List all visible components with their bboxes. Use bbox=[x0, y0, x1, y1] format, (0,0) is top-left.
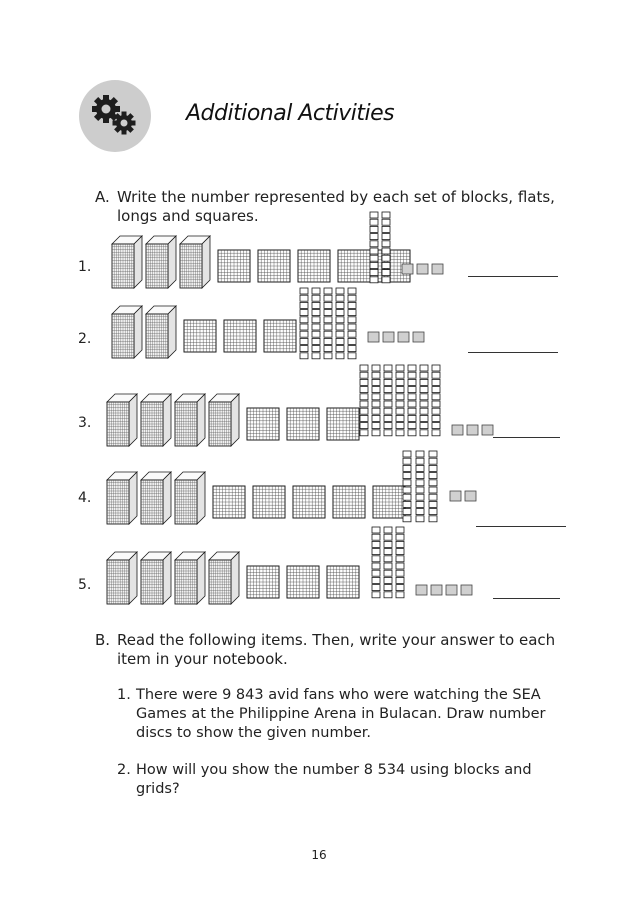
part-a-instruction: Write the number represented by each set of blocks, flats, longs and squares. bbox=[117, 188, 555, 225]
one-square bbox=[402, 264, 413, 274]
thousand-block bbox=[180, 236, 210, 288]
blocks-row-4 bbox=[107, 451, 476, 524]
hundred-flat bbox=[298, 250, 330, 282]
thousand-block bbox=[141, 472, 171, 524]
ten-long bbox=[432, 365, 440, 436]
hundred-flat bbox=[184, 320, 216, 352]
item-label-5: 5. bbox=[78, 577, 92, 593]
ten-long bbox=[382, 212, 390, 283]
part-b-item-1-text: There were 9 843 avid fans who were watching the SEA Games at the Philippine Arena in Bulacan. Draw number discs to show the given number. bbox=[136, 687, 546, 741]
hundred-flat bbox=[253, 486, 285, 518]
one-square bbox=[383, 332, 394, 342]
one-square bbox=[465, 491, 476, 501]
hundred-flat bbox=[264, 320, 296, 352]
thousand-block bbox=[107, 394, 137, 446]
ten-long bbox=[420, 365, 428, 436]
one-square bbox=[417, 264, 428, 274]
one-square bbox=[467, 425, 478, 435]
one-square bbox=[450, 491, 461, 501]
ten-long bbox=[384, 527, 392, 598]
thousand-block bbox=[175, 394, 205, 446]
part-a-marker: A. bbox=[95, 188, 110, 206]
blocks-row-2 bbox=[112, 288, 424, 359]
ten-long bbox=[408, 365, 416, 436]
item-label-2: 2. bbox=[78, 331, 92, 347]
ten-long bbox=[416, 451, 424, 522]
part-b-item-2 bbox=[117, 761, 557, 799]
one-square bbox=[461, 585, 472, 595]
thousand-block bbox=[112, 236, 142, 288]
ten-long bbox=[300, 288, 308, 359]
one-square bbox=[398, 332, 409, 342]
ten-long bbox=[360, 365, 368, 436]
part-b-instruction: Read the following items. Then, write your answer to each item in your notebook. bbox=[117, 631, 556, 668]
ten-long bbox=[324, 288, 332, 359]
thousand-block bbox=[141, 552, 171, 604]
one-square bbox=[368, 332, 379, 342]
ten-long bbox=[429, 451, 437, 522]
hundred-flat bbox=[218, 250, 250, 282]
item-label-3: 3. bbox=[78, 415, 92, 431]
one-square bbox=[482, 425, 493, 435]
ten-long bbox=[372, 527, 380, 598]
thousand-block bbox=[175, 552, 205, 604]
hundred-flat bbox=[213, 486, 245, 518]
thousand-block bbox=[141, 394, 171, 446]
part-b-marker: B. bbox=[95, 631, 111, 649]
ten-long bbox=[348, 288, 356, 359]
thousand-block bbox=[146, 236, 176, 288]
hundred-flat bbox=[293, 486, 325, 518]
one-square bbox=[446, 585, 457, 595]
part-b-item-1-marker: 1. bbox=[117, 687, 131, 703]
hundred-flat bbox=[224, 320, 256, 352]
part-b-item-1 bbox=[117, 686, 557, 743]
hundred-flat bbox=[247, 408, 279, 440]
blocks-row-3 bbox=[107, 365, 493, 446]
ten-long bbox=[396, 365, 404, 436]
item-label-4: 4. bbox=[78, 490, 92, 506]
hundred-flat bbox=[287, 566, 319, 598]
one-square bbox=[452, 425, 463, 435]
thousand-block bbox=[209, 394, 239, 446]
ten-long bbox=[370, 212, 378, 283]
hundred-flat bbox=[287, 408, 319, 440]
one-square bbox=[413, 332, 424, 342]
one-square bbox=[431, 585, 442, 595]
one-square bbox=[416, 585, 427, 595]
part-b-instruction-block bbox=[95, 631, 565, 669]
page-title: Additional Activities bbox=[186, 101, 395, 126]
ten-long bbox=[372, 365, 380, 436]
hundred-flat bbox=[338, 250, 370, 282]
thousand-block bbox=[146, 306, 176, 358]
blocks-row-5 bbox=[107, 527, 472, 604]
part-b-item-2-marker: 2. bbox=[117, 762, 131, 778]
ten-long bbox=[384, 365, 392, 436]
hundred-flat bbox=[258, 250, 290, 282]
hundred-flat bbox=[327, 566, 359, 598]
thousand-block bbox=[107, 472, 137, 524]
hundred-flat bbox=[373, 486, 405, 518]
thousand-block bbox=[107, 552, 137, 604]
ten-long bbox=[336, 288, 344, 359]
page-number: 16 bbox=[311, 848, 327, 862]
thousand-block bbox=[175, 472, 205, 524]
part-b-item-2-text: How will you show the number 8 534 using blocks and grids? bbox=[136, 762, 532, 797]
thousand-block bbox=[209, 552, 239, 604]
ten-long bbox=[396, 527, 404, 598]
blocks-row-1 bbox=[112, 212, 443, 288]
item-label-1: 1. bbox=[78, 259, 92, 275]
one-square bbox=[432, 264, 443, 274]
hundred-flat bbox=[333, 486, 365, 518]
ten-long bbox=[312, 288, 320, 359]
hundred-flat bbox=[247, 566, 279, 598]
thousand-block bbox=[112, 306, 142, 358]
hundred-flat bbox=[327, 408, 359, 440]
